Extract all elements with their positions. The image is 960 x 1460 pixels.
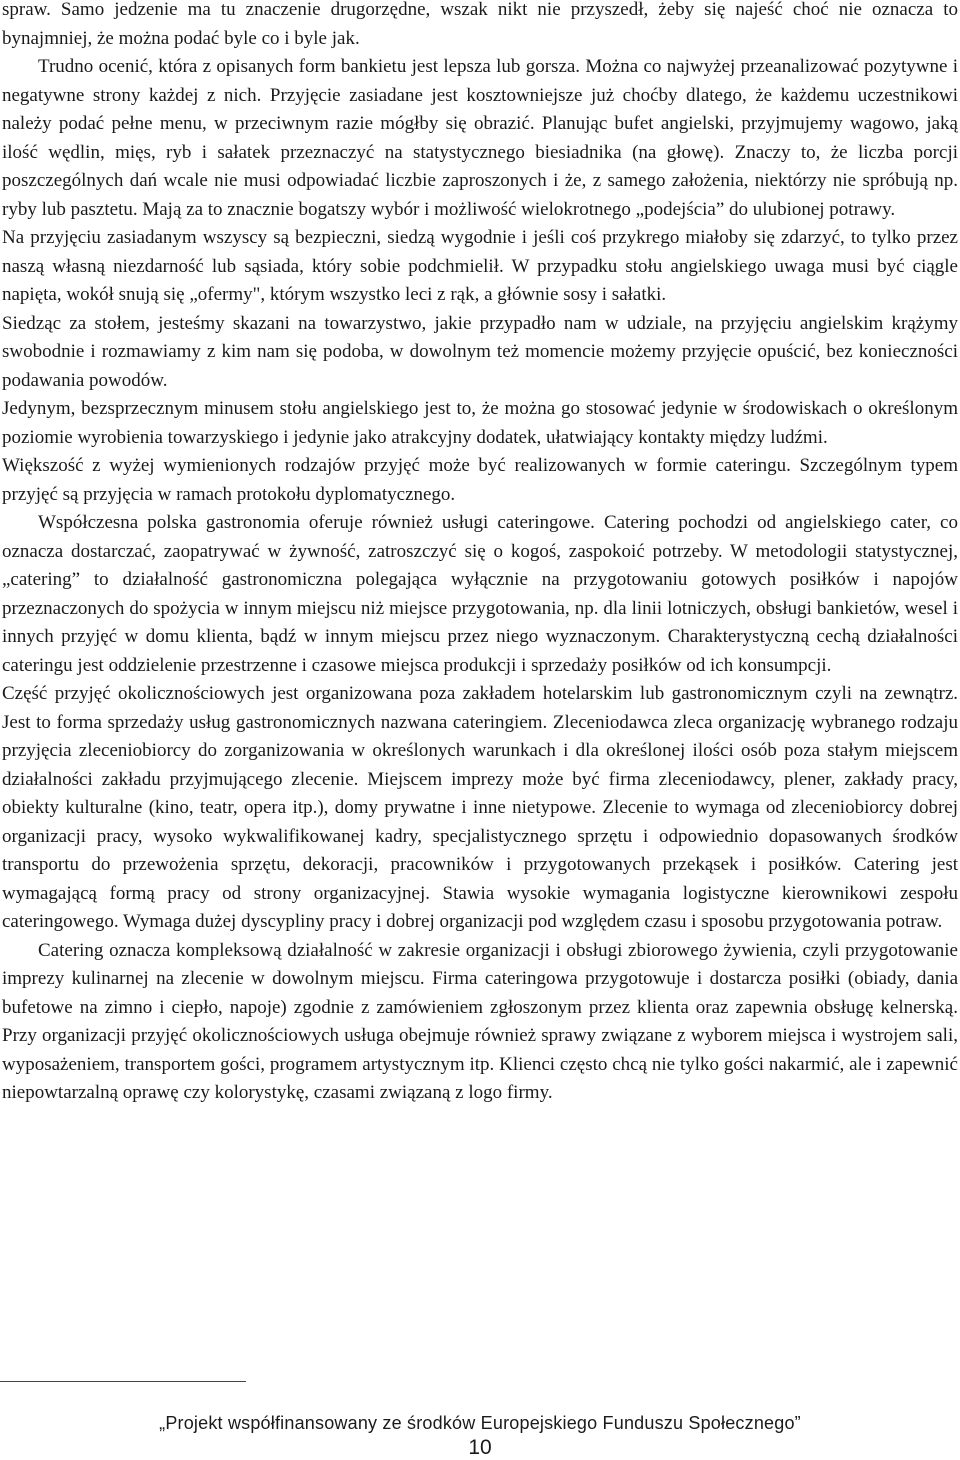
footer-divider: [0, 1381, 246, 1382]
paragraph-8: Część przyjęć okolicznościowych jest organizowana poza zakładem hotelarskim lub gastronomicznym czyli na zewnątrz. Jest to forma sprzedaży usług gastronomicznych nazwana cateringiem. Zleceniodawca zleca organizację wybranego rodzaju przyjęcia zleceniobiorcy do zorganizowania w określonych warunkach i dla określonej ilości osób poza stałym miejscem działalności zakładu przyjmującego zlecenie. Miejscem imprezy może być firma zleceniodawcy, plener, zakłady pracy, obiekty kulturalne (kino, teatr, opera itp.), domy prywatne i inne nietypowe. Zlecenie to wymaga od zleceniobiorcy dobrej organizacji pracy, wysoko wykwalifikowanej kadry, specjalistycznego sprzętu i odpowiednio dopasowanych środków transportu do przewożenia sprzętu, dekoracji, pracowników i przygotowanych przekąsek i posiłków. Catering jest wymagającą formą pracy od strony organizacyjnej. Stawia wysokie wymagania logistyczne kierownikowi zespołu cateringowego. Wymaga dużej dyscypliny pracy i dobrej organizacji pod względem czasu i sposobu przygotowania potraw.: [2, 683, 958, 932]
body-text: [2, 0, 958, 1108]
paragraph-6: Większość z wyżej wymienionych rodzajów przyjęć może być realizowanych w formie cateringu. Szczególnym typem przyjęć są przyjęcia w ramach protokołu dyplomatycznego.: [2, 455, 958, 505]
paragraph-4: Siedząc za stołem, jesteśmy skazani na towarzystwo, jakie przypadło nam w udziale, na przyjęciu angielskim krążymy swobodnie i rozmawiamy z kim nam się podoba, w dowolnym też momencie możemy przyjęcie opuścić, bez konieczności podawania powodów.: [2, 312, 958, 391]
paragraph-2: Trudno ocenić, która z opisanych form bankietu jest lepsza lub gorsza. Można co najwyżej przeanalizować pozytywne i negatywne strony każdej z nich. Przyjęcie zasiadane jest kosztowniejsze już choćby dlatego, że każdemu uczestnikowi należy podać pełne menu, w przeciwnym razie mógłby się obrazić. Planując bufet angielski, przyjmujemy wagowo, jaką ilość wędlin, mięs, ryb i sałatek przeznaczyć na statystycznego biesiadnika (na głowę). Znaczy to, że liczba porcji poszczególnych dań wcale nie musi odpowiadać liczbie zaproszonych i że, z samego założenia, niektórzy nie spróbują np. ryby lub pasztetu. Mają za to znacznie bogatszy wybór i możliwość wielokrotnego „podejścia” do ulubionej potrawy.: [2, 56, 958, 220]
paragraph-1: spraw. Samo jedzenie ma tu znaczenie drugorzędne, wszak nikt nie przyszedł, żeby się najeść choć nie oznacza to bynajmniej, że można podać byle co i byle jak.: [2, 0, 958, 49]
page-number: 10: [468, 1436, 492, 1459]
paragraph-3: Na przyjęciu zasiadanym wszyscy są bezpieczni, siedzą wygodnie i jeśli coś przykrego miałoby się zdarzyć, to tylko przez naszą własną niezdarność lub sąsiada, który sobie podchmielił. W przypadku stołu angielskiego uwaga musi być ciągle napięta, wokół snują się „ofermy", którym wszystko leci z rąk, a głównie sosy i sałatki.: [2, 227, 958, 305]
paragraph-7: Współczesna polska gastronomia oferuje również usługi cateringowe. Catering pochodzi od angielskiego cater, co oznacza dostarczać, zaopatrywać w żywność, zatroszczyć się o kogoś, zaspokoić potrzeby. W metodologii statystycznej, „catering” to działalność gastronomiczna polegająca wyłącznie na przygotowaniu gotowych posiłków i napojów przeznaczonych do spożycia w innym miejscu niż miejsce przygotowania, np. dla linii lotniczych, obsługi bankietów, wesel i innych przyjęć w domu klienta, bądź w innym miejscu przez niego wyznaczonym. Charakterystyczną cechą działalności cateringu jest oddzielenie przestrzenne i czasowe miejsca produkcji i sprzedaży posiłków od ich konsumpcji.: [2, 512, 958, 676]
footer-funding-note: „Projekt współfinansowany ze środków Europejskiego Funduszu Społecznego”: [159, 1413, 801, 1433]
paragraph-9: Catering oznacza kompleksową działalność w zakresie organizacji i obsługi zbiorowego żywienia, czyli przygotowanie imprezy kulinarnej na zlecenie w dowolnym miejscu. Firma cateringowa przygotowuje i dostarcza posiłki (obiady, dania bufetowe na zimno i ciepło, napoje) zgodnie z zamówieniem zgłoszonym przez klienta oraz zapewnia obsługę kelnerską. Przy organizacji przyjęć okolicznościowych usługa obejmuje również sprawy związane z wyborem miejsca i wystrojem sali, wyposażeniem, transportem gości, programem artystycznym itp. Klienci często chcą nie tylko gości nakarmić, ale i zapewnić niepowtarzalną oprawę czy kolorystykę, czasami związaną z logo firmy.: [2, 939, 958, 1103]
paragraph-5: Jedynym, bezsprzecznym minusem stołu angielskiego jest to, że można go stosować jedynie w środowiskach o określonym poziomie wyrobienia towarzyskiego i jedynie jako atrakcyjny dodatek, ułatwiający kontakty między ludźmi.: [2, 398, 958, 448]
